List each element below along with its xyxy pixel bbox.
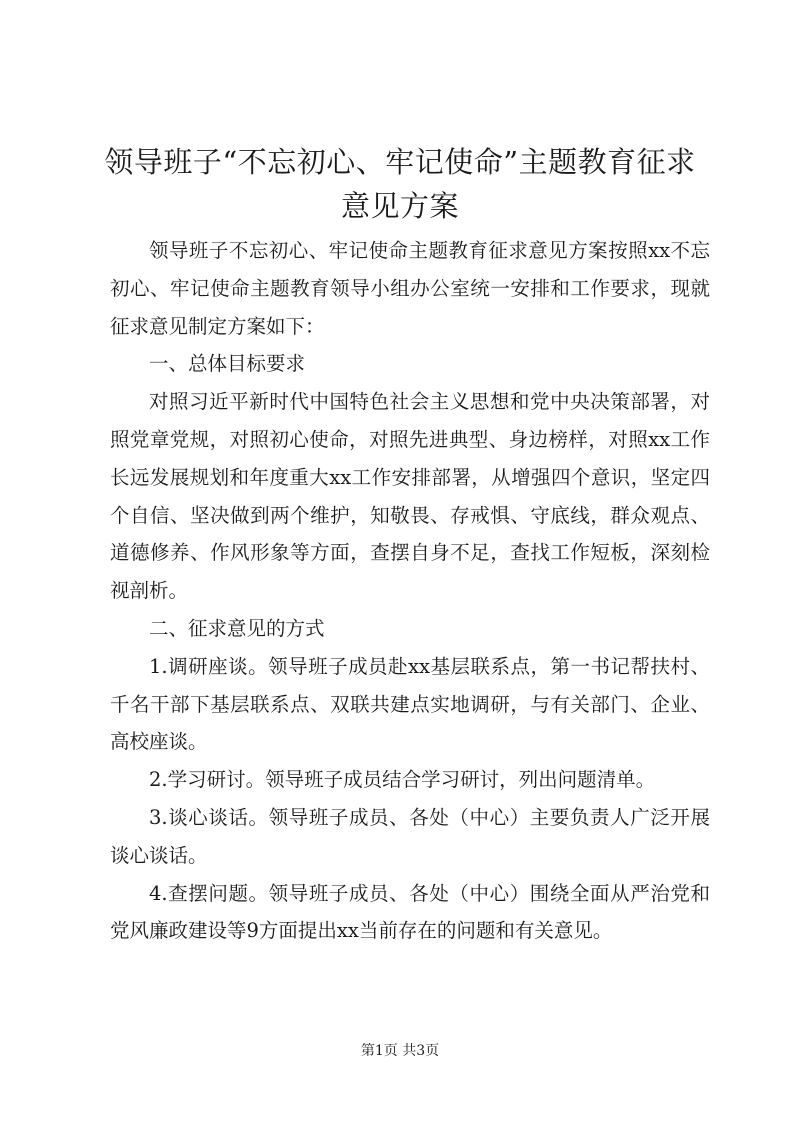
method-paragraph-2: 2.学习研讨。领导班子成员结合学习研讨，列出问题清单。 bbox=[149, 768, 656, 792]
section-heading-1: 一、总体目标要求 bbox=[149, 352, 306, 376]
goal-paragraph: 对照习近平新时代中国特色社会主义思想和党中央决策部署，对照党章党规，对照初心使命，对照先进典型、身边榜样，对照xx工作长远发展规划和年度重大xx工作安排部署，从增强四个意识，坚定四个自信、坚决做到两个维护，知敬畏、存戒惧、守底线，群众观点、道德修养、作风形象等方面，查摆自身不足，查找工作短板，深刻检视剖析。 bbox=[110, 390, 710, 603]
method-paragraph-3: 3.谈心谈话。领导班子成员、各处（中心）主要负责人广泛开展谈心谈话。 bbox=[110, 805, 710, 867]
section-heading-2: 二、征求意见的方式 bbox=[149, 616, 325, 640]
method-paragraph-4: 4.查摆问题。领导班子成员、各处（中心）围绕全面从严治党和党风廉政建设等9方面提出xx当前存在的问题和有关意见。 bbox=[110, 881, 710, 943]
intro-paragraph: 领导班子不忘初心、牢记使命主题教育征求意见方案按照xx不忘初心、牢记使命主题教育领导小组办公室统一安排和工作要求，现就征求意见制定方案如下： bbox=[110, 239, 710, 338]
document-title: 领导班子“不忘初心、牢记使命”主题教育征求意见方案 bbox=[104, 145, 696, 223]
method-paragraph-1: 1.调研座谈。领导班子成员赴xx基层联系点，第一书记帮扶村、千名干部下基层联系点、双联共建点实地调研，与有关部门、企业、高校座谈。 bbox=[110, 654, 710, 754]
page-footer: 第1页 共3页 bbox=[360, 1043, 440, 1059]
document-body bbox=[110, 232, 710, 950]
